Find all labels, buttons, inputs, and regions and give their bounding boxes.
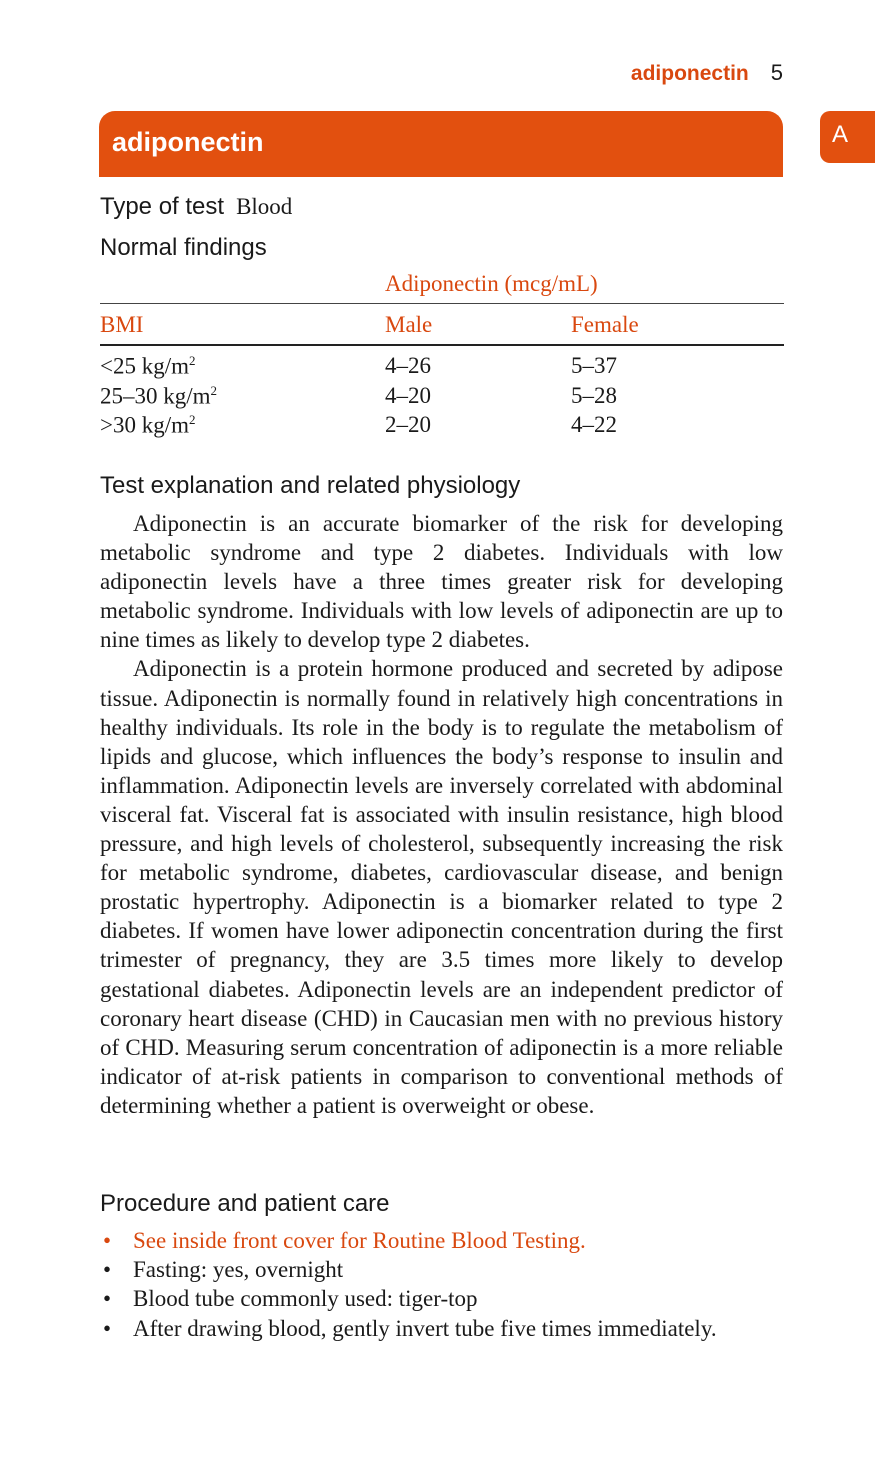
table-group-header: Adiponectin (mcg/mL) bbox=[385, 271, 598, 296]
paragraph: Adiponectin is a protein hormone produced and secreted by adipose tissue. Adiponectin is normally found in relatively high concentrations in healthy individuals. Its role in the body is to regulate the metabolism of lipids and glucose, which influences the body’s response to insulin and inflammation. Adiponectin levels are inversely correlated with abdominal visceral fat. Visceral fat is associated with insulin resistance, high blood pressure, and high levels of cholesterol, subsequently increasing the risk for metabolic syndrome, diabetes, cardiovascular disease, and benign prostatic hypertrophy. Adiponectin is a biomarker related to type 2 diabetes. If women have lower adiponectin concentration during the first trimester of pregnancy, they are 3.5 times more likely to develop gestational diabetes. Adiponectin levels are an independent predictor of coronary heart disease (CHD) in Caucasian men with no previous history of CHD. Measuring serum concentration of adiponectin is a more reliable indicator of at-risk patients in comparison to conventional methods of determining whether a patient is overweight or obese. bbox=[100, 656, 783, 1118]
table-rule-header bbox=[100, 344, 784, 346]
procedure-heading: Procedure and patient care bbox=[100, 1190, 390, 1217]
cross-reference-link[interactable]: See inside front cover for Routine Blood Testing. bbox=[133, 1228, 586, 1253]
cell-female: 5–28 bbox=[571, 383, 617, 408]
cell-male: 4–26 bbox=[385, 353, 431, 378]
list-item: • Fasting: yes, overnight bbox=[100, 1255, 800, 1284]
entry-title: adiponectin bbox=[112, 127, 264, 157]
entry-banner bbox=[99, 111, 783, 177]
bullet-marker: • bbox=[103, 1286, 112, 1312]
normal-findings-heading: Normal findings bbox=[100, 234, 267, 261]
thumb-index-letter: A bbox=[832, 121, 849, 148]
procedure-list bbox=[100, 1226, 800, 1343]
running-head-title: adiponectin bbox=[630, 62, 749, 85]
table-row bbox=[100, 383, 784, 412]
list-item: • Blood tube commonly used: tiger-top bbox=[100, 1284, 800, 1313]
bullet-marker: • bbox=[103, 1257, 112, 1283]
explanation-body bbox=[100, 509, 783, 1120]
running-head bbox=[631, 60, 783, 90]
type-of-test-value: Blood bbox=[236, 194, 293, 219]
cell-male: 2–20 bbox=[385, 412, 431, 437]
cell-bmi: >30 $kg/m^2$ bbox=[100, 412, 196, 438]
cell-female: 4–22 bbox=[571, 412, 617, 437]
cell-bmi: <25 $kg/m^2$ bbox=[100, 353, 196, 379]
bullet-marker: • bbox=[103, 1315, 112, 1341]
table-row bbox=[100, 412, 784, 441]
list-item[interactable] bbox=[100, 1226, 800, 1255]
list-item: • After drawing blood, gently invert tube five times immediately. bbox=[100, 1314, 800, 1343]
cell-male: 4–20 bbox=[385, 383, 431, 408]
table-rule-top bbox=[100, 303, 784, 304]
paragraph: Adiponectin is an accurate biomarker of the risk for developing metabolic syndrome and type 2 diabetes. Individuals with low adiponectin levels have a three times greater risk for developing metabolic syndrome. Individuals with low levels of adiponectin are up to nine times as likely to develop type 2 diabetes. bbox=[100, 511, 783, 653]
cell-bmi: 25–30 $kg/m^2$ bbox=[100, 383, 218, 409]
page-number: 5 bbox=[770, 60, 783, 85]
thumb-index-tab bbox=[820, 111, 875, 163]
column-header-male: Male bbox=[385, 312, 433, 337]
bullet-marker: • bbox=[103, 1228, 112, 1253]
cell-female: 5–37 bbox=[571, 353, 617, 378]
table-row bbox=[100, 353, 784, 382]
type-of-test-label: Type of test bbox=[100, 193, 225, 220]
explanation-heading: Test explanation and related physiology bbox=[100, 472, 521, 499]
column-header-bmi: BMI bbox=[100, 312, 144, 337]
column-header-female: Female bbox=[571, 312, 639, 337]
type-of-test bbox=[100, 193, 292, 221]
